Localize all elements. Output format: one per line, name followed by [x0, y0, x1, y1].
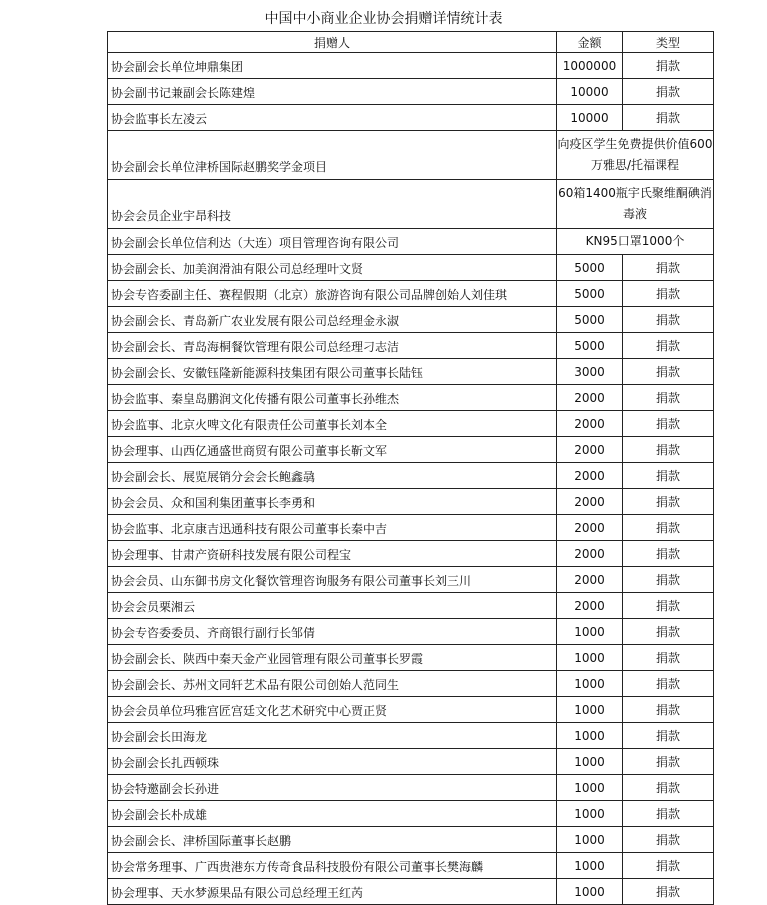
amount-cell: 5000: [557, 307, 623, 333]
amount-cell: 1000: [557, 697, 623, 723]
amount-cell: 2000: [557, 593, 623, 619]
table-row: [108, 131, 714, 180]
type-cell: 捐款: [623, 749, 714, 775]
type-cell: 捐款: [623, 801, 714, 827]
table-row: [108, 749, 714, 775]
type-cell: 捐款: [623, 463, 714, 489]
table-row: [108, 619, 714, 645]
amount-cell: 1000: [557, 827, 623, 853]
donor-cell: 协会副会长朴成雄: [108, 801, 557, 827]
table-row: [108, 567, 714, 593]
type-cell: 捐款: [623, 541, 714, 567]
table-row: [108, 593, 714, 619]
amount-cell: 2000: [557, 463, 623, 489]
donation-table: [107, 31, 714, 905]
type-cell: 捐款: [623, 53, 714, 79]
donor-cell: 协会副会长单位坤鼎集团: [108, 53, 557, 79]
type-cell: 捐款: [623, 359, 714, 385]
merged-donation-cell: 向疫区学生免费提供价值600万雅思/托福课程: [557, 131, 714, 180]
donor-cell: 协会副会长单位信利达（大连）项目管理咨询有限公司: [108, 229, 557, 255]
amount-cell: 1000: [557, 749, 623, 775]
type-cell: 捐款: [623, 645, 714, 671]
type-cell: 捐款: [623, 437, 714, 463]
donor-cell: 协会会员企业宇昂科技: [108, 180, 557, 229]
donor-cell: 协会副会长、青岛新广农业发展有限公司总经理金永淑: [108, 307, 557, 333]
donor-cell: 协会理事、山西亿通盛世商贸有限公司董事长靳文军: [108, 437, 557, 463]
amount-cell: 5000: [557, 281, 623, 307]
table-row: [108, 853, 714, 879]
amount-cell: 5000: [557, 333, 623, 359]
amount-cell: 10000: [557, 105, 623, 131]
donor-cell: 协会副会长单位津桥国际赵鹏奖学金项目: [108, 131, 557, 180]
amount-cell: 1000000: [557, 53, 623, 79]
type-cell: 捐款: [623, 619, 714, 645]
amount-cell: 2000: [557, 515, 623, 541]
table-row: [108, 697, 714, 723]
donor-cell: 协会副会长、加美润滑油有限公司总经理叶文贤: [108, 255, 557, 281]
merged-donation-cell: 60箱1400瓶宇氏聚维酮碘消毒液: [557, 180, 714, 229]
column-header-donor: 捐赠人: [108, 32, 557, 53]
page-title: 中国中小商业企业协会捐赠详情统计表: [264, 11, 503, 27]
donor-cell: 协会副会长、安徽钰隆新能源科技集团有限公司董事长陆钰: [108, 359, 557, 385]
amount-cell: 1000: [557, 801, 623, 827]
amount-cell: 2000: [557, 489, 623, 515]
table-row: [108, 281, 714, 307]
amount-cell: 2000: [557, 411, 623, 437]
donor-cell: 协会专咨委委员、齐商银行副行长邹倩: [108, 619, 557, 645]
table-row: [108, 307, 714, 333]
donor-cell: 协会监事、秦皇岛鹏润文化传播有限公司董事长孙维杰: [108, 385, 557, 411]
table-row: [108, 671, 714, 697]
type-cell: 捐款: [623, 411, 714, 437]
donor-cell: 协会副会长田海龙: [108, 723, 557, 749]
table-header-row: [108, 32, 714, 53]
amount-cell: 1000: [557, 879, 623, 905]
type-cell: 捐款: [623, 671, 714, 697]
table-row: [108, 411, 714, 437]
donor-cell: 协会会员栗湘云: [108, 593, 557, 619]
donor-cell: 协会常务理事、广西贵港东方传奇食品科技股份有限公司董事长樊海麟: [108, 853, 557, 879]
table-row: [108, 515, 714, 541]
donor-cell: 协会副会长、津桥国际董事长赵鹏: [108, 827, 557, 853]
amount-cell: 1000: [557, 671, 623, 697]
donor-cell: 协会副会长扎西顿珠: [108, 749, 557, 775]
table-row: [108, 541, 714, 567]
type-cell: 捐款: [623, 489, 714, 515]
table-row: [108, 827, 714, 853]
donor-cell: 协会理事、天水梦源果品有限公司总经理王红芮: [108, 879, 557, 905]
table-row: [108, 333, 714, 359]
type-cell: 捐款: [623, 697, 714, 723]
amount-cell: 10000: [557, 79, 623, 105]
donor-cell: 协会副会长、陕西中秦天金产业园管理有限公司董事长罗霞: [108, 645, 557, 671]
donor-cell: 协会会员、众和国利集团董事长李勇和: [108, 489, 557, 515]
table-row: [108, 180, 714, 229]
type-cell: 捐款: [623, 775, 714, 801]
amount-cell: 1000: [557, 645, 623, 671]
column-header-type: 类型: [623, 32, 714, 53]
type-cell: 捐款: [623, 723, 714, 749]
table-row: [108, 437, 714, 463]
donor-cell: 协会监事长左凌云: [108, 105, 557, 131]
table-row: [108, 645, 714, 671]
donor-cell: 协会副书记兼副会长陈建煌: [108, 79, 557, 105]
donor-cell: 协会理事、甘肃产资研科技发展有限公司程宝: [108, 541, 557, 567]
merged-donation-cell: KN95口罩1000个: [557, 229, 714, 255]
amount-cell: 3000: [557, 359, 623, 385]
type-cell: 捐款: [623, 385, 714, 411]
column-header-amount: 金额: [557, 32, 623, 53]
table-row: [108, 775, 714, 801]
table-row: [108, 463, 714, 489]
table-row: [108, 801, 714, 827]
table-body: [108, 53, 714, 905]
donor-cell: 协会监事、北京康吉迅通科技有限公司董事长秦中吉: [108, 515, 557, 541]
type-cell: 捐款: [623, 593, 714, 619]
table-row: [108, 105, 714, 131]
amount-cell: 1000: [557, 775, 623, 801]
donor-cell: 协会副会长、展览展销分会会长鲍鑫骉: [108, 463, 557, 489]
type-cell: 捐款: [623, 255, 714, 281]
type-cell: 捐款: [623, 307, 714, 333]
type-cell: 捐款: [623, 853, 714, 879]
amount-cell: 1000: [557, 853, 623, 879]
table-row: [108, 879, 714, 905]
amount-cell: 5000: [557, 255, 623, 281]
donor-cell: 协会专咨委副主任、赛程假期（北京）旅游咨询有限公司品牌创始人刘佳琪: [108, 281, 557, 307]
type-cell: 捐款: [623, 827, 714, 853]
amount-cell: 2000: [557, 541, 623, 567]
table-row: [108, 53, 714, 79]
donor-cell: 协会监事、北京火啤文化有限责任公司董事长刘本全: [108, 411, 557, 437]
donor-cell: 协会会员单位玛雅宫匠宫廷文化艺术研究中心贾正贤: [108, 697, 557, 723]
donor-cell: 协会特邀副会长孙进: [108, 775, 557, 801]
type-cell: 捐款: [623, 281, 714, 307]
amount-cell: 2000: [557, 437, 623, 463]
type-cell: 捐款: [623, 105, 714, 131]
amount-cell: 2000: [557, 567, 623, 593]
amount-cell: 1000: [557, 723, 623, 749]
table-row: [108, 359, 714, 385]
amount-cell: 1000: [557, 619, 623, 645]
donor-cell: 协会副会长、青岛海桐餐饮管理有限公司总经理刁志洁: [108, 333, 557, 359]
donor-cell: 协会副会长、苏州文同轩艺术品有限公司创始人范同生: [108, 671, 557, 697]
table-row: [108, 229, 714, 255]
donor-cell: 协会会员、山东御书房文化餐饮管理咨询服务有限公司董事长刘三川: [108, 567, 557, 593]
amount-cell: 2000: [557, 385, 623, 411]
table-row: [108, 489, 714, 515]
table-row: [108, 723, 714, 749]
type-cell: 捐款: [623, 879, 714, 905]
table-row: [108, 255, 714, 281]
type-cell: 捐款: [623, 515, 714, 541]
table-row: [108, 79, 714, 105]
table-row: [108, 385, 714, 411]
type-cell: 捐款: [623, 567, 714, 593]
type-cell: 捐款: [623, 79, 714, 105]
type-cell: 捐款: [623, 333, 714, 359]
